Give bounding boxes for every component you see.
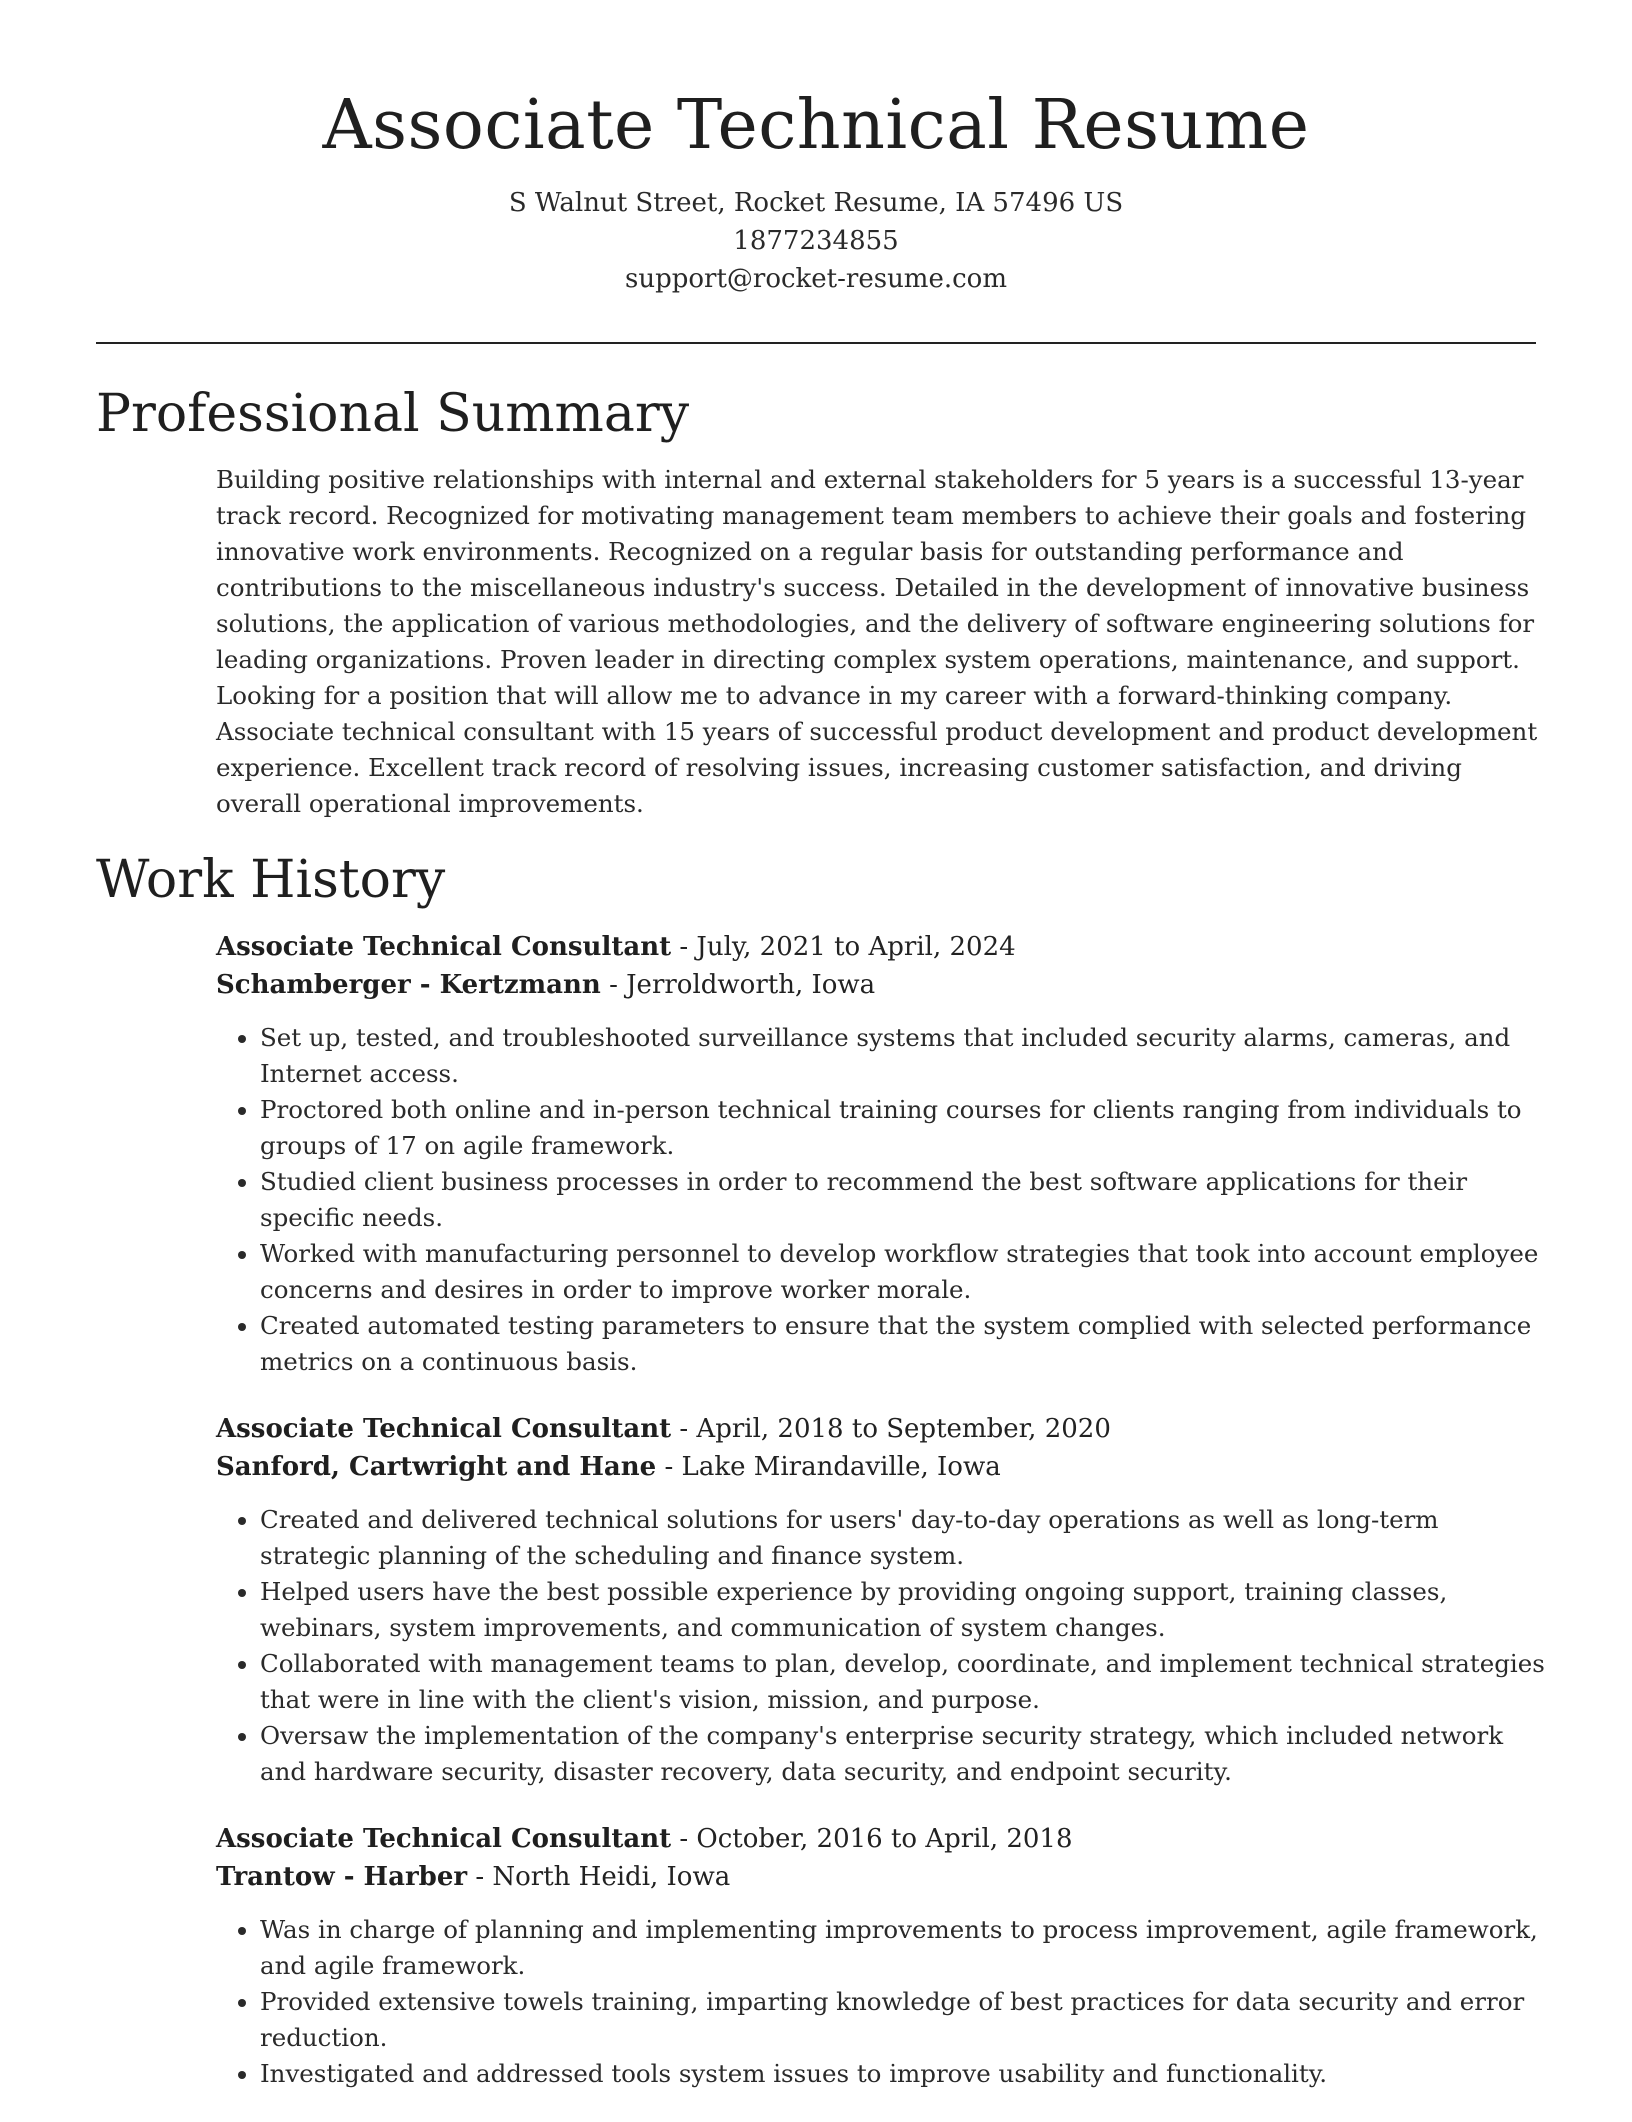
bullet-item: • Provided extensive towels training, imparting knowledge of best practices for data security and error reduction. xyxy=(260,1984,1546,2056)
page-title: Associate Technical Resume xyxy=(322,86,1310,165)
job-bullets xyxy=(216,1912,1546,2092)
bullet-item: • Created automated testing parameters to ensure that the system complied with selected performance metrics on a continuous basis. xyxy=(260,1308,1546,1380)
bullet-item: • Was in charge of planning and implementing improvements to process improvement, agile framework, and agile framework. xyxy=(260,1912,1546,1984)
job-company: Sanford, Cartwright and Hane xyxy=(216,1452,657,1482)
job-bullets xyxy=(216,1502,1546,1790)
phone-text: 1877234855 xyxy=(733,226,899,256)
bullet-item: • Created and delivered technical solutions for users' day-to-day operations as well as long-term strategic planning of the scheduling and finance system. xyxy=(260,1502,1546,1574)
bullet-item: • Worked with manufacturing personnel to develop workflow strategies that took into account employee concerns and desires in order to improve worker morale. xyxy=(260,1236,1546,1308)
resume-header xyxy=(0,0,1632,298)
email-text: support@rocket-resume.com xyxy=(624,264,1007,294)
bullet-item: • Collaborated with management teams to plan, develop, coordinate, and implement technical strategies that were in line with the client's vision, mission, and purpose. xyxy=(260,1646,1546,1718)
summary-heading: Professional Summary xyxy=(96,384,690,444)
job-role: Associate Technical Consultant xyxy=(216,932,672,962)
job-title-line xyxy=(216,928,1546,966)
job-company-line xyxy=(216,966,1546,1004)
job-location: - Lake Mirandaville, Iowa xyxy=(664,1452,1001,1482)
job-entry xyxy=(216,928,1546,1380)
work-history-list xyxy=(216,928,1546,2122)
job-location: - North Heidi, Iowa xyxy=(475,1862,731,1892)
job-location: - Jerroldworth, Iowa xyxy=(609,970,876,1000)
job-dates: - October, 2016 to April, 2018 xyxy=(679,1824,1073,1854)
job-company-line xyxy=(216,1858,1546,1896)
job-dates: - July, 2021 to April, 2024 xyxy=(679,932,1016,962)
job-bullets xyxy=(216,1020,1546,1380)
job-company: Schamberger - Kertzmann xyxy=(216,970,601,1000)
job-entry xyxy=(216,1410,1546,1790)
bullet-item: • Investigated and addressed tools system issues to improve usability and functionality. xyxy=(260,2056,1546,2092)
job-title-line xyxy=(216,1410,1546,1448)
work-history-heading: Work History xyxy=(96,850,446,910)
header-divider xyxy=(96,342,1536,344)
job-entry xyxy=(216,1820,1546,2092)
contact-block xyxy=(0,184,1632,298)
bullet-item: • Helped users have the best possible experience by providing ongoing support, training classes, webinars, system improvements, and communication of system changes. xyxy=(260,1574,1546,1646)
job-dates: - April, 2018 to September, 2020 xyxy=(679,1414,1111,1444)
address-text: S Walnut Street, Rocket Resume, IA 57496 US xyxy=(508,188,1124,218)
bullet-item: • Oversaw the implementation of the company's enterprise security strategy, which included network and hardware security, disaster recovery, data security, and endpoint security. xyxy=(260,1718,1546,1790)
bullet-item: • Proctored both online and in-person technical training courses for clients ranging from individuals to groups of 17 on agile framework. xyxy=(260,1092,1546,1164)
bullet-item: • Set up, tested, and troubleshooted surveillance systems that included security alarms, cameras, and Internet access. xyxy=(260,1020,1546,1092)
job-role: Associate Technical Consultant xyxy=(216,1414,672,1444)
summary-paragraph: Building positive relationships with internal and external stakeholders for 5 years is a successful 13-year track record. Recognized for motivating management team members to achieve their goals and fostering innovative work environments. Recognized on a regular basis for outstanding performance and contributions to the miscellaneous industry's success. Detailed in the development of innovative business solutions, the application of various methodologies, and the delivery of software engineering solutions for leading organizations. Proven leader in directing complex system operations, maintenance, and support. Looking for a position that will allow me to advance in my career with a forward-thinking company. Associate technical consultant with 15 years of successful product development and product development experience. Excellent track record of resolving issues, increasing customer satisfaction, and driving overall operational improvements. xyxy=(216,465,1538,818)
job-company-line xyxy=(216,1448,1546,1486)
job-company: Trantow - Harber xyxy=(216,1862,468,1892)
job-title-line xyxy=(216,1820,1546,1858)
job-role: Associate Technical Consultant xyxy=(216,1824,672,1854)
bullet-item: • Studied client business processes in order to recommend the best software applications for their specific needs. xyxy=(260,1164,1546,1236)
